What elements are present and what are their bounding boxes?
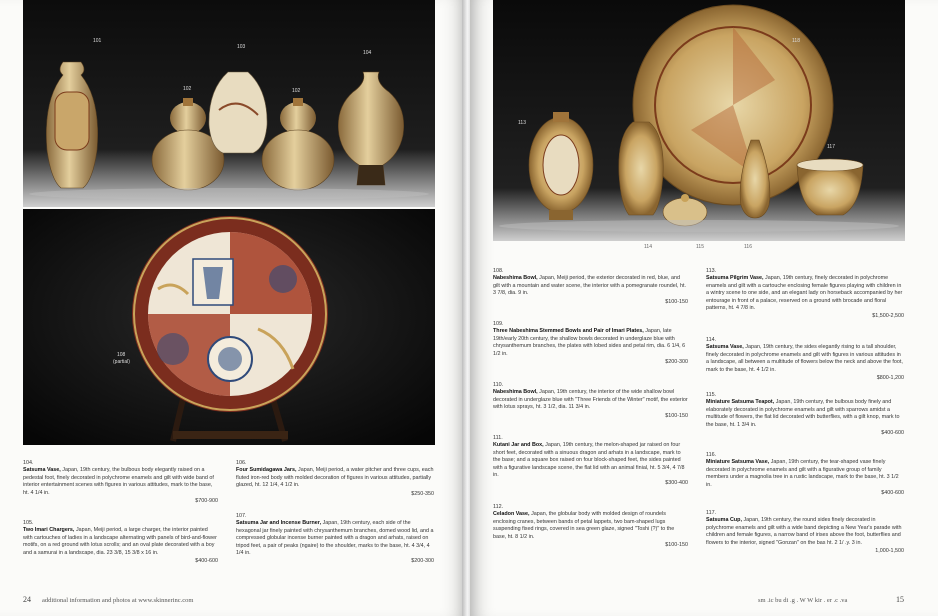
photo-imari-charger [23,209,435,445]
lot-entry-108 [493,268,688,306]
photo-satsuma-group [493,0,905,241]
lot-title: Nabeshima Bowl, [493,389,538,396]
lot-number: 110. [493,382,504,388]
lot-entry-117 [706,510,904,555]
lot-description: Japan, 19th century, the sides elegantly rising to a tall shoulder, finely decorated in polychrome enamels and gilt with figures in various attitudes in a landscape, all between a multitude of flowers below the neck and above the foot, mark to the base, ht. 4 1/2 in. [706,344,903,373]
photo-label-113: 113 [518,120,526,126]
lot-estimate: $100-150 [665,542,688,549]
photo-label-102a: 102 [183,86,192,92]
lot-title: Three Nabeshima Stemmed Bowls and Pair of Imari Plates, [493,328,644,335]
lot-description: Japan, the globular body with molded design of roundels enclosing cranes, between bands of petal lappets, two bam-shaped lugs suspending fixed rings, covered in sea green glaze, signed "Toshi (?)" to the base, ht. 8 1/2 in. [493,511,675,540]
lot-estimate: $800-1,200 [876,375,904,382]
photo-label-115: 115 [696,244,704,250]
lot-title: Two Imari Chargers, [23,527,75,534]
lot-title: Satsuma Cup, [706,517,742,524]
page-number-left: 24 [23,595,31,604]
lot-description: Japan, 19th century, finely decorated in polychrome enamels and gilt with a cartouche enclosing female figures playing with children in a wintry scene to one side, and an elegant lady on horseback accompanied by her entourage in front of a palace, reserved on a ground with brocade and floral patterns, ht. 4 7/8 in. [706,275,903,312]
lot-estimate: $100-150 [665,412,688,419]
lot-description: Japan, 19th century, the melon-shaped jar raised on four short feet, decorated with a sinuous dragon and arhats in a landscape, mark to the base; and a square box raised on four block-shaped feet, the sides painted with a figurative landscape scene, the flat lid with an animal finial, ht. 5 3/4, 4 7/8 in. [493,442,685,479]
lot-number: 112. [493,504,504,510]
lot-estimate: $700-900 [195,498,218,505]
lot-entry-114 [706,337,904,382]
photo-label-102b: 102 [292,88,301,94]
lot-number: 104. [23,460,34,466]
satsuma-group-illustration [493,0,905,241]
lot-description: Japan, Meiji period, a large charger, the interior painted with cartouches of ladies in a landscape alternating with panels of bird-and-flower motifs, on a red ground with lotus scrolls; and an oval plate decorated with a boy and a samurai in a landscape, dia. 23 3/8, 15 3/8 x 16 in. [23,527,217,556]
lot-estimate: $400-600 [881,430,904,437]
lot-entry-104 [23,460,218,505]
lot-entry-112 [493,504,688,549]
lot-estimate: $1,500-2,500 [872,313,904,320]
lot-description: Japan, 19th century, the round sides finely decorated in polychrome enamels and gilt with a wide band depicting a New Year's parade with children and female figures, a narrow band of irises above the foot, butterflies and flowers to the interior, signed "Gonzan" on the bas ht. 2 1/ .y. 3 in. [706,517,902,546]
lot-title: Four Sumidagawa Jars, [236,467,297,474]
lot-estimate: $100-150 [665,298,688,305]
lot-number: 113. [706,268,717,274]
lot-estimate: $400-600 [881,490,904,497]
lot-entry-113 [706,268,904,321]
lot-title: Satsuma Vase, [706,344,744,351]
lot-description: Japan, 19th century, the interior of the wide shallow bowl decorated in underglaze blue with "Three Friends of the Winter" motif, the exterior with lotus sprays, ht. 3 1/2, dia. 11 3/4 in. [493,389,688,411]
lot-estimate: $400-600 [195,558,218,565]
photo-label-118: 118 [792,38,800,44]
lot-entry-109 [493,321,688,366]
lot-title: Satsuma Pilgrim Vase, [706,275,764,282]
lot-estimate: 1,000-1,500 [875,548,904,555]
lot-title: Kutani Jar and Box, [493,442,544,449]
photo-label-117: 117 [827,144,835,150]
lot-title: Miniature Satsuma Teapot, [706,399,775,406]
lot-description: Japan, late 19th/early 20th century, the shallow bowls decorated in underglaze blue with chrysanthemum branches, the plates with lobed sides and petal rim, dia. 6 1/4, 6 1/2 in. [493,328,686,357]
lot-number: 114. [706,337,717,343]
lot-entry-107 [236,513,434,566]
lot-description: Japan, Meiji period, a water pitcher and three cups, each fluted iron-red body with molded decoration of figures in various attitudes, partially glazed, ht. 12 1/4, 4 1/2 in. [236,467,434,489]
lot-title: Satsuma Vase, [23,467,61,474]
lot-estimate: $200-300 [411,558,434,565]
lot-title: Satsuma Jar and Incense Burner, [236,520,322,527]
lot-entry-116 [706,452,904,497]
footer-website-note-right: sm .ic bu di .g . W W kir . er .c .va [758,597,848,604]
lot-description: Japan, 19th century, the bulbous body elegantly raised on a pedestal foot, finely decorated in polychrome enamels and gilt with wide band of interior entertainment scenes with figures in various attitudes, mark to the base, ht. 4 1/4 in. [23,467,214,496]
vases-illustration [23,0,435,207]
lot-number: 117. [706,510,717,516]
lot-entry-110 [493,382,688,420]
lot-estimate: $300-400 [665,480,688,487]
lot-description: Japan, 19th century, each side of the hexagonal jar finely painted with chrysanthemum branches, domed wood lid, and a compressed globular incense burner painted with a dragon and arhats, raised on tripod feet, a pair of peaks (ngaire) to the shoulder, marks to the base, ht. 4 3/4, 4 1/4 in. [236,520,434,557]
left-page [0,0,466,616]
lot-number: 105. [23,520,34,526]
photo-label-108: 108 [117,352,126,358]
lot-title: Miniature Satsuma Vase, [706,459,770,466]
lot-title: Celadon Vase, [493,511,530,518]
lot-number: 107. [236,513,247,519]
lot-entry-106 [236,460,434,498]
right-page [470,0,938,616]
lot-description: Japan, 19th century, the tear-shaped vase finely decorated in polychrome enamels and gilt with a figurative group of family members under a magnolia tree in a rustic landscape, mark to the base, ht. 3 1/2 in. [706,459,899,488]
lot-number: 109. [493,321,504,327]
lot-entry-105 [23,520,218,565]
lot-entry-111 [493,435,688,488]
photo-label-partial: (partial) [113,359,130,365]
lot-number: 115. [706,392,717,398]
footer-website-note: additional information and photos at www.skinnerinc.com [42,597,194,604]
lot-number: 116. [706,452,717,458]
photo-label-101: 101 [93,38,102,44]
photo-label-116: 116 [744,244,752,250]
photo-satsuma-vases [23,0,435,207]
lot-estimate: $250-350 [411,490,434,497]
lot-description: Japan, Meiji period, the exterior decorated in red, blue, and gilt with a mountain and water scene, the interior with a pomegranate roundel, ht. 3 7/8, dia. 9 in. [493,275,686,297]
page-number-right: 15 [896,595,904,604]
lot-number: 111. [493,435,503,441]
photo-label-104: 104 [363,50,372,56]
lot-title: Nabeshima Bowl, [493,275,538,282]
lot-estimate: $200-300 [665,359,688,366]
lot-description: Japan, 19th century, the bulbous body finely and elaborately decorated in polychrome enamels and gilt with sparrows amidst a multitude of flowers, the flat lid decorated with butterflies, with a gilt knop, mark to the base, ht. 1 3/4 in. [706,399,900,428]
photo-label-103: 103 [237,44,246,50]
lot-entry-115 [706,392,904,437]
lot-number: 106. [236,460,247,466]
charger-illustration [23,209,435,445]
photo-label-114: 114 [644,244,652,250]
lot-number: 108. [493,268,504,274]
